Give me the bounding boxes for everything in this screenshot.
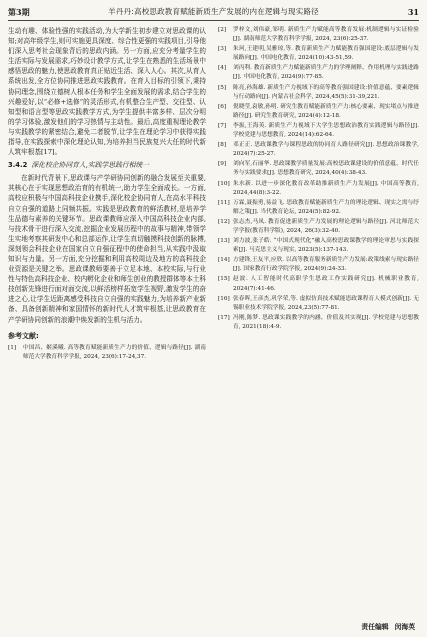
reference-text: 方建锋,王友平,应欣. 以高等教育服务新质生产力发展:政策线索与现实路径[J]. 国家教育行政学院学报, 2024(9):24-33. [233,257,419,273]
reference-item [218,103,419,121]
reference-number: [10] [218,180,230,187]
reference-text: 朱水新. 以进一步深化教育改革助推新质生产力发展[J]. 中国高等教育, 2024,44(8):3-22. [233,180,419,196]
left-column [8,26,206,617]
reference-item [218,180,419,198]
reference-number: [4] [218,65,227,72]
reference-text: 陈亮,孙海雄. 新质生产力视域下的高等教育强国建设:价值意蕴、要素逻辑与行动路向[J]. 内蒙古社会科学, 2024,45(5):31-39,221. [233,84,419,100]
reference-item [218,237,419,255]
reference-number: [5] [218,84,227,91]
responsible-editor [355,621,415,631]
reference-number: [12] [218,218,230,225]
reference-number: [1] [8,344,17,351]
body-paragraph-2: 在新时代背景下,思政课与产学研协同创新的融合发展至关重要,其核心在于实现思想政治育的有机统一,助力学生全面成长。一方面,高校应积极与中国高科技企业携手,深化校企协同育人,在高水平科技自立自强的道路上同频共振。实践是思政教育的鲜活教材,是培养学生品德与素养的关键环节。思政课教师应深入中国高科技企业内部,与技术骨干进行深入交流,挖掘企业发展历程中的故事与精神,带领学生实地考察其研发中心和总部运作,让学生真切触摸科技创新的脉搏,深刻领会科技企业在国家自立自强征程中的使命担当,从实践中汲取知识与力量。另一方面,充分挖掘和利用高校周边及地方的高科技企业资源是关键之举。思政课教师要善于立足本地、本校实际,与行业性与特色高科技企业、校内孵化企业和师生创业的教授群体等本土科技创新先锋进行面对面交流,以鲜活榜样拓宽学生视野,激发学生的奋进之心,让学生近距离感受科技自立自强的实践魅力,为培养新产业新备、具备创新精神和家国情怀的新时代人才筑牢根基,让思政教育在产学研协同创新的浪潮中焕发新的生机与活力。 [8,174,206,324]
reference-number: [15] [218,276,230,283]
running-header [8,4,419,21]
reference-text: 朱珂,王建明,吴雅琼,等. 教育新质生产力赋能教育强国建设:底层逻辑与发展路向[J]. 中国电化教育, 2024(10):43-51,59. [233,46,419,62]
reference-number: [14] [218,257,230,264]
reference-list-left [8,344,206,362]
reference-item [218,160,419,178]
reference-text: 刘丙利. 教育新质生产力赋能新质生产力的学理阐释、作用机理与实践进路[J]. 中国电化教育, 2024(9):77-85. [233,65,419,81]
reference-number: [7] [218,122,227,129]
reference-item [218,26,419,44]
page-number: 31 [407,7,419,17]
reference-text: 赵波. 人工智能时代高职学生思政工作实践研究[J]. 机械职业教育, 2024(7):41-46. [233,276,419,292]
references-heading: 参考文献: [8,331,39,340]
reference-item [218,314,419,332]
reference-text: 刘力波,张子皓. “中国式现代化”融入高校思政课教学的理论审思与实践探索[J]. 马克思主义与现实, 2023(5):137-143. [233,238,419,254]
reference-text: 张志杰,马凤. 教育促进新质生产力发展的理论逻辑与路径[J]. 河北师范大学学报(教育科学版), 2024, 26(3):32-40. [233,218,419,234]
section-title: 深化校企协同育人,实践学思践行相统一 [31,161,150,170]
reference-text: 李振,王海英. 新质生产力视域下大学生思想政治教育实践逻辑与路径[J]. 学校党建与思想教育, 2024(14):62-64. [233,122,419,139]
reference-text: 中国昌、姬溪曦. 高等教育赋能新质生产力的价值、逻辑与路径[J]. 湖南师范大学教育科学学报, 2024, 23(6):17-24,37. [23,344,206,360]
body-paragraph-1: 生动有趣、体验性强的实践活动,为大学新生初步建立对思政课的认知;对高年级学生,则可实施更具深度、综合性更强的实践项目,引导他们深入思考社会现象背后的思政内涵。另一方面,应充分考量学生的生活实际与发展需求,巧妙设计教学方式,让学生在熟悉的生活场景中感悟思政的魅力,使思政教育真正贴近生活、深入人心。其次,从育人系统出发,全方位协同推进思政实践教育。在育人目标的引领下,秉持协同理念,围绕立德树人根本任务和学生全面发展的需求,结合学生的兴趣爱好,以“必修+选修”的灵活形式,有机整合生产型、交往型、认知型和语言型等思政实践教学方式,为学生提供丰富多样、层次分明的学习体验,激发他们的学习热情与主动性。最后,高度重视理论教学与实践教学的紧密结合,避免二者脱节,让学生在理论学习中获得实践指导,在实践探索中深化理论认知,为培养担当民族复兴大任的时代新人筑牢根基[17]。 [8,27,206,157]
reference-item [218,256,419,274]
reference-number: [17] [218,314,230,321]
reference-number: [9] [218,161,227,168]
reference-item [218,295,419,313]
section-heading [8,160,206,171]
reference-item [218,122,419,140]
reference-text: 刘向军,石丽华. 思政课教学质量发展:高校思政课建设的价值意蕴、时代任务与实践要求[J]. 思想教育研究, 2024,40(4):38-43. [233,161,419,177]
reference-text: 冯刚,陈梦. 思政课实践教学的内涵、价值及其实现[J]. 学校党建与思想教育, 2021(18):4-9. [233,314,419,330]
reference-number: [6] [218,103,227,110]
reference-text: 张春晖,王彦杰,巩学荣,等. 虚拟仿真技术赋能思政课程育人模式创新[J]. 无锡职业技术学院学报, 2024,23(5):77-81. [233,295,419,311]
editor-name: 闵海英 [394,623,415,631]
reference-number: [3] [218,46,227,53]
reference-number: [13] [218,238,230,245]
reference-item [218,199,419,217]
reference-text: 倪晓莹,袁敏,孙明. 研究生教育赋能新质生产力:核心要素、现实堵点与推进路径[J]. 研究生教育研究, 2024(4):12-18. [233,103,419,119]
reference-text: 邓正正. 思政课教学与课程思政的协同育人路径研究[J]. 思想政治课教学, 2024(7):25-27. [233,142,419,158]
running-title: 羊丹丹:高校思政教育赋能新质生产发展的内在逻辑与现实路径 [108,7,319,16]
right-column [218,26,419,617]
reference-item [218,218,419,236]
editor-label: 责任编辑 [361,623,389,631]
reference-item [218,141,419,159]
reference-number: [2] [218,27,227,33]
reference-number: [16] [218,295,230,302]
reference-item [8,344,206,362]
reference-item [218,84,419,102]
reference-list-right [218,26,419,332]
reference-item [218,275,419,293]
reference-number: [11] [218,199,230,206]
section-number: 3.4.2 [8,161,28,170]
issue-number: 第3期 [8,7,30,17]
reference-number: [8] [218,142,227,149]
reference-item [218,64,419,82]
reference-text: 罗梓文,刘伟豪,邹明. 新质生产力赋能高等教育发展:机制逻辑与实证检验[J]. 湖南师范大学教育科学学报, 2024, 23(6):25-37. [233,27,419,43]
reference-text: 万霖,聂振勇,易益飞. 思政教育赋能新质生产力的理论逻辑、现实之需与纾解之策[J]. 当代教育论坛, 2024(5):82-92. [233,199,419,215]
reference-item [218,45,419,63]
